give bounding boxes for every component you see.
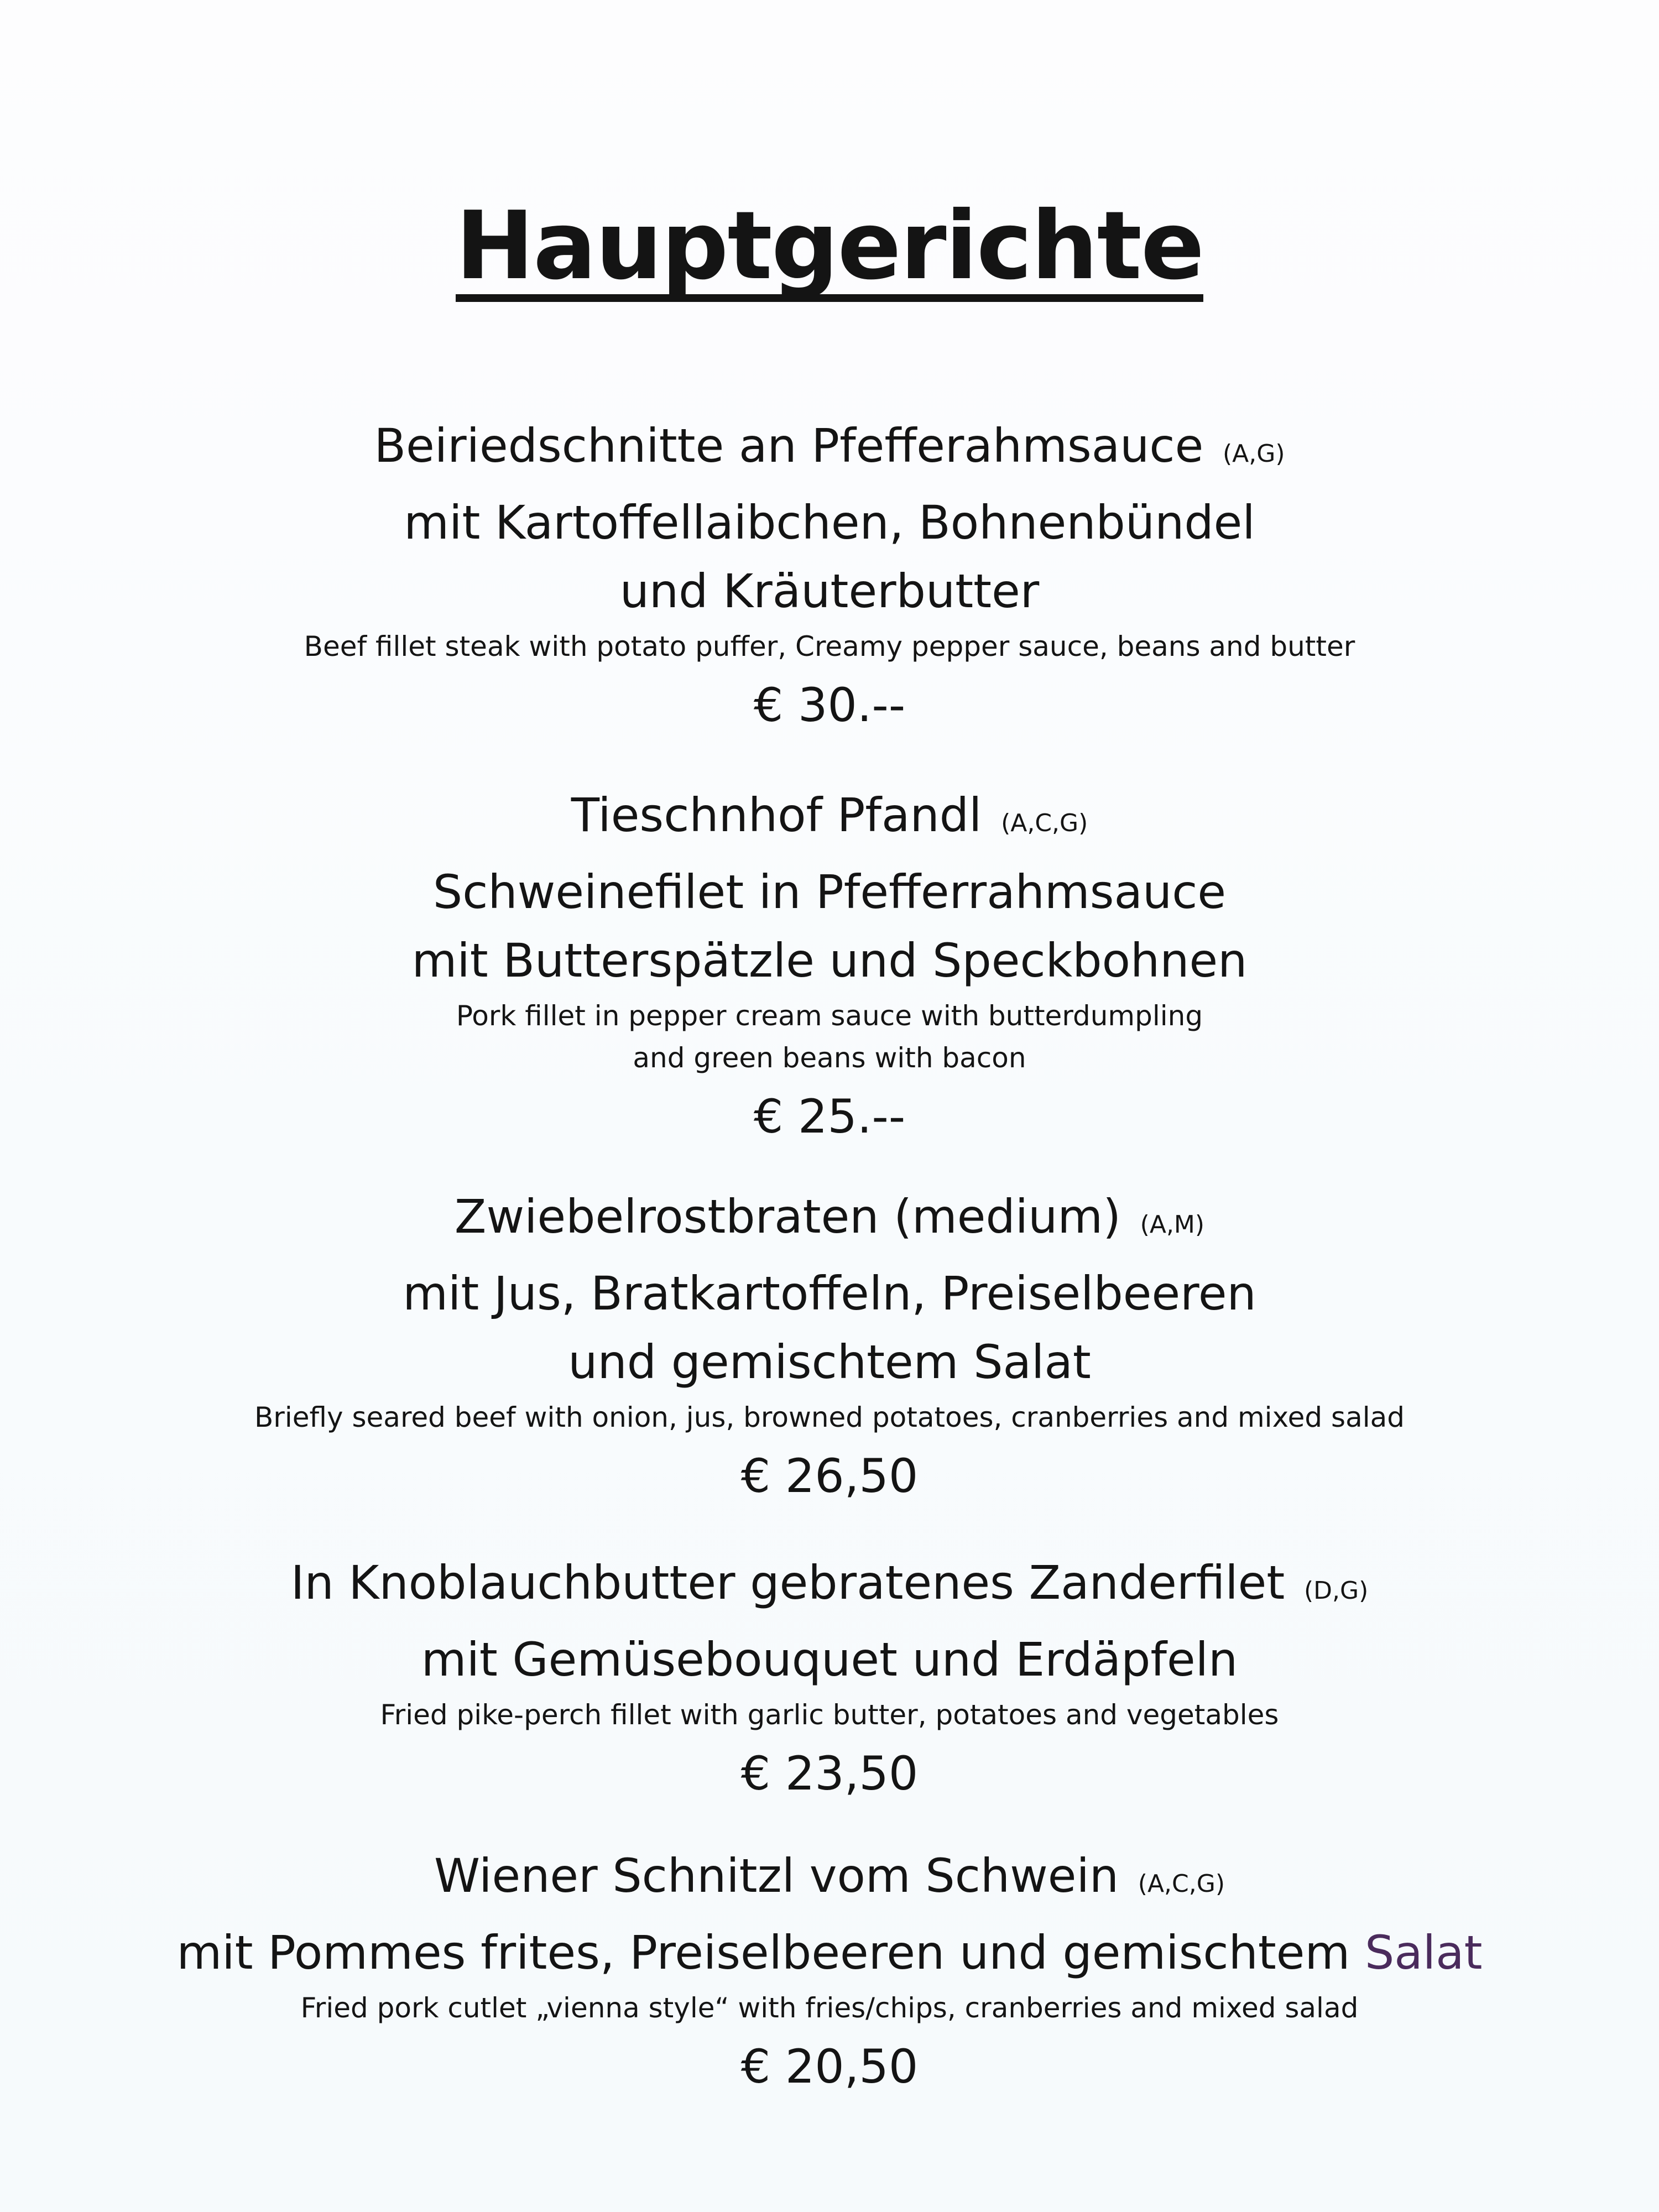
english-translation: Briefly seared beef with onion, jus, browned potatoes, cranberries and mixed salad — [254, 1401, 1405, 1433]
dish-tieschnhof-pfandl — [0, 781, 1659, 1151]
english-translation: Pork fillet in pepper cream sauce with butterdumpling — [456, 1000, 1203, 1032]
english-translation: and green beans with bacon — [633, 1042, 1026, 1074]
dish-zwiebelrostbraten — [0, 1182, 1659, 1510]
dish-price: € 26,50 — [740, 1449, 919, 1503]
allergen-codes: (A,C,G) — [1138, 1870, 1225, 1898]
dish-description-part: mit Pommes frites, Preiselbeeren und gemischtem — [176, 1926, 1365, 1980]
allergen-codes: (D,G) — [1303, 1577, 1369, 1605]
dish-price: € 20,50 — [740, 2039, 919, 2094]
dish-description-line: mit Kartoffellaibchen, Bohnenbündel — [404, 495, 1255, 550]
dish-description-line — [0, 1918, 1659, 1987]
dish-zanderfilet — [0, 1548, 1659, 1808]
dish-description-line: mit Gemüsebouquet und Erdäpfeln — [421, 1632, 1238, 1687]
page-title — [0, 191, 1659, 302]
dish-name: Zwiebelrostbraten (medium) — [454, 1190, 1121, 1244]
dish-price: € 23,50 — [740, 1746, 919, 1801]
dish-name-line — [0, 1182, 1659, 1259]
page-title-text: Hauptgerichte — [455, 191, 1204, 301]
dish-description-line: und gemischtem Salat — [568, 1335, 1091, 1389]
english-translation: Fried pork cutlet „vienna style“ with fries/chips, cranberries and mixed salad — [300, 1992, 1359, 2024]
dish-beiriedschnitte — [0, 411, 1659, 739]
english-translation: Fried pike-perch fillet with garlic butter, potatoes and vegetables — [380, 1699, 1279, 1731]
allergen-codes: (A,M) — [1140, 1211, 1205, 1239]
dish-name: In Knoblauchbutter gebratenes Zanderfilet — [290, 1556, 1285, 1610]
dish-name-line — [0, 1548, 1659, 1625]
dish-description-line: und Kräuterbutter — [619, 564, 1040, 618]
dish-name-line — [0, 411, 1659, 488]
dish-price: € 25.-- — [753, 1089, 906, 1144]
dish-name: Beiriedschnitte an Pfefferahmsauce — [374, 419, 1204, 473]
dish-price: € 30.-- — [753, 678, 906, 732]
dish-description-line: mit Jus, Bratkartoffeln, Preiselbeeren — [403, 1266, 1256, 1321]
dish-name-line — [0, 781, 1659, 858]
dish-wiener-schnitzl — [0, 1841, 1659, 2101]
dish-description-part: Salat — [1364, 1926, 1483, 1980]
dish-name: Tieschnhof Pfandl — [571, 788, 982, 842]
allergen-codes: (A,C,G) — [1001, 809, 1088, 837]
english-translation: Beef fillet steak with potato puffer, Creamy pepper sauce, beans and butter — [304, 630, 1355, 662]
dish-name: Wiener Schnitzl vom Schwein — [434, 1849, 1119, 1903]
allergen-codes: (A,G) — [1223, 440, 1285, 468]
dish-description-line: mit Butterspätzle und Speckbohnen — [411, 933, 1248, 988]
dish-name-line — [0, 1841, 1659, 1918]
dish-description-line: Schweinefilet in Pfefferrahmsauce — [432, 865, 1227, 919]
